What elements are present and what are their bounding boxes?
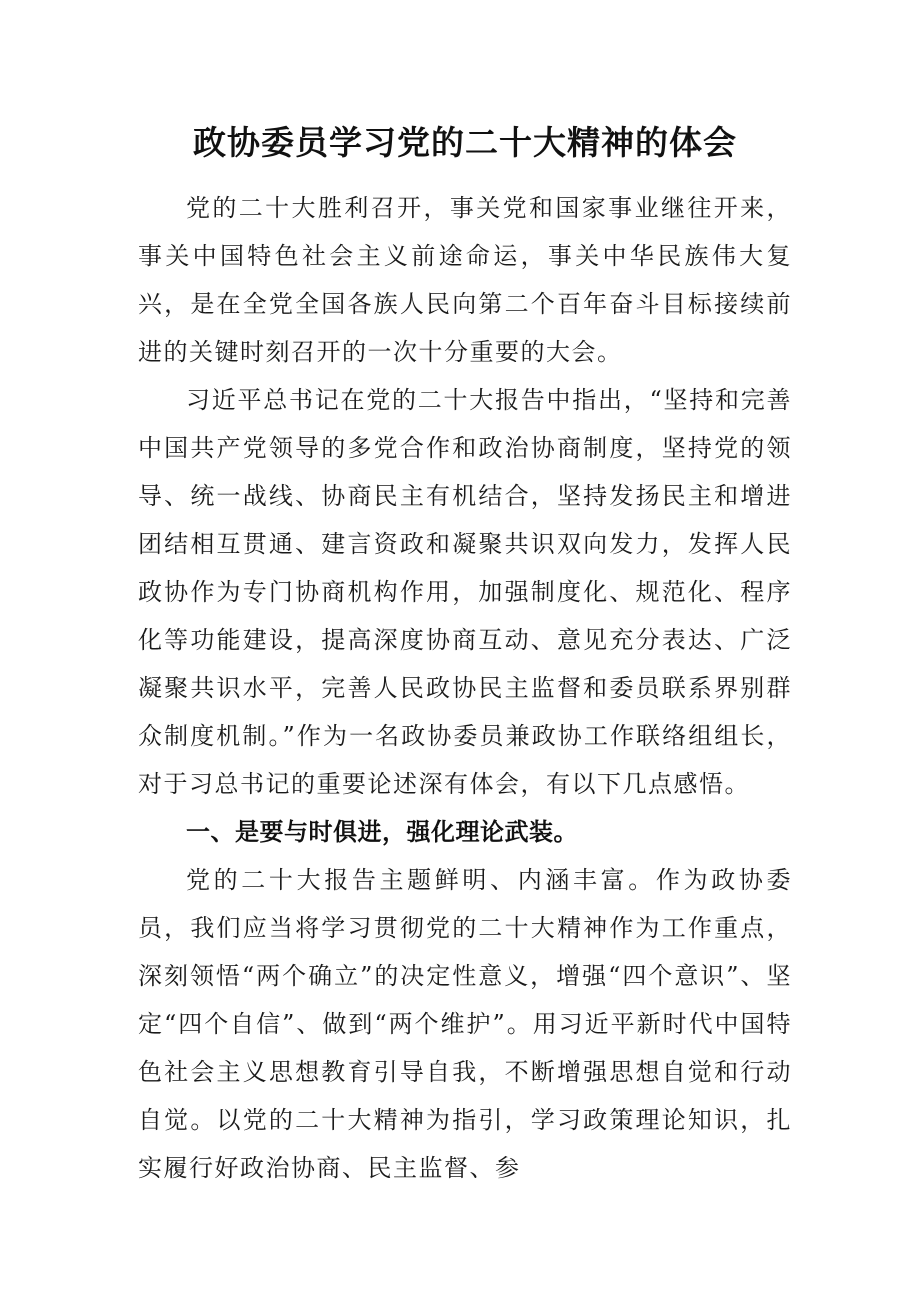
document-title: 政协委员学习党的二十大精神的体会 <box>193 123 737 162</box>
section-heading-1: 一、是要与时俱进，强化理论武装。 <box>186 818 578 846</box>
paragraph-quote: 习近平总书记在党的二十大报告中指出，“坚持和完善中国共产党领导的多党合作和政治协商制度，坚持党的领导、统一战线、协商民主有机结合，坚持发扬民主和增进团结相互贯通、建言资政和凝聚共识双向发力，发挥人民政协作为专门协商机构作用，加强制度化、规范化、程序化等功能建设，提高深度协商互动、意见充分表达、广泛凝聚共识水平，完善人民政协民主监督和委员联系界别群众制度机制。”作为一名政协委员兼政协工作联络组组长，对于习总书记的重要论述深有体会，有以下几点感悟。 <box>138 386 792 798</box>
paragraph-intro: 党的二十大胜利召开，事关党和国家事业继往开来，事关中国特色社会主义前途命运，事关中华民族伟大复兴，是在全党全国各族人民向第二个百年奋斗目标接续前进的关键时刻召开的一次十分重要的大会。 <box>138 194 792 366</box>
paragraph-section-1: 党的二十大报告主题鲜明、内涵丰富。作为政协委员，我们应当将学习贯彻党的二十大精神作为工作重点，深刻领悟“两个确立”的决定性意义，增强“四个意识”、坚定“四个自信”、做到“两个维护”。用习近平新时代中国特色社会主义思想教育引导自我，不断增强思想自觉和行动自觉。以党的二十大精神为指引，学习政策理论知识，扎实履行好政治协商、民主监督、参 <box>138 866 792 1182</box>
